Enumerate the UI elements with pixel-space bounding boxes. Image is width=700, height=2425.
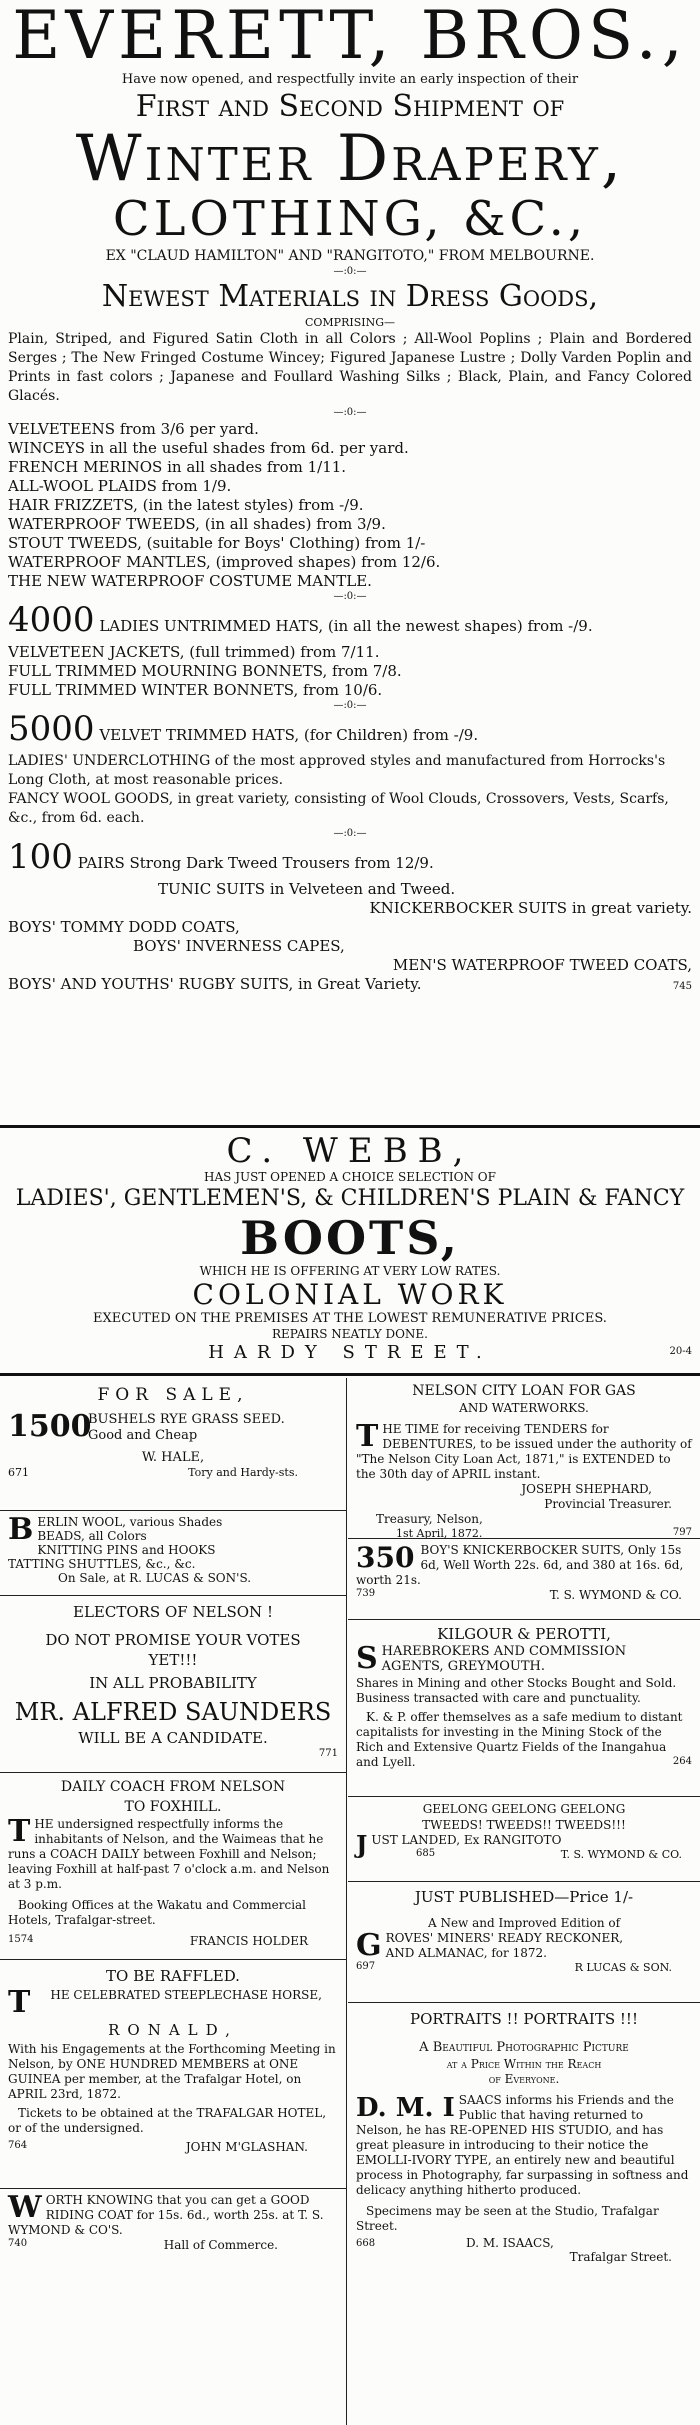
list-item: VELVETEEN JACKETS, (full trimmed) from 7/11.: [8, 643, 380, 661]
reference-number: 264: [672, 1756, 692, 1767]
reference-number: 797: [672, 1527, 692, 1538]
loan-name: JOSEPH SHEPHARD,: [521, 1482, 652, 1496]
worth-body: ORTH KNOWING that you can get a GOOD RIDING COAT for 15s. 6d., worth 25s. at T. S. WYMOND & CO'S.: [8, 2193, 324, 2237]
worth-hall: Hall of Commerce.: [163, 2238, 278, 2252]
knicker-line: KNICKERBOCKER SUITS in great variety.: [369, 899, 692, 917]
raffle-title: TO BE RAFFLED.: [106, 1967, 240, 1985]
groves-head: [356, 1928, 692, 1963]
groves-intro: A New and Improved Edition of: [427, 1916, 621, 1930]
raffle-body: With his Engagements at the Forthcoming Meeting in Nelson, by ONE HUNDRED MEMBERS at ONE GUINEA per member, at the Trafalgar Hotel, on APRIL 23rd, 1872.: [8, 2042, 336, 2101]
list-item: THE NEW WATERPROOF COSTUME MANTLE.: [8, 572, 372, 590]
everett-goods-text: Plain, Striped, and Figured Satin Cloth in all Colors ; All-Wool Poplins ; Plain and Bordered Serges ; The New Fringed Costume Wincey; Figured Japanese Lustre ; Dolly Varden Poplin and Prints in fast colors ; Japanese and Foullard Washing Silks ; Black, Plain, and Fancy Colored Glacés.: [8, 331, 692, 404]
hats-text: LADIES UNTRIMMED HATS, (in all the newest shapes) from -/9.: [99, 617, 593, 635]
list-item: WATERPROOF MANTLES, (improved shapes) from 12/6.: [8, 553, 441, 571]
webb-colonial: COLONIAL WORK: [192, 1278, 508, 1311]
knicker-name: T. S. WYMOND & CO.: [549, 1588, 682, 1602]
boys-line-2: BOYS' INVERNESS CAPES,: [133, 937, 345, 955]
boys-line-4-text: BOYS' AND YOUTHS' RUGBY SUITS, in Great Variety.: [8, 975, 422, 993]
drop-cap: B: [8, 1512, 34, 1547]
groves-ad: [348, 1882, 700, 2003]
divider: [0, 1373, 700, 1376]
electors-ad: [0, 1596, 346, 1773]
list-item: FRENCH MERINOS in all shades from 1/11.: [8, 458, 347, 476]
berlin-line4: TATTING SHUTTLES, &c., &c.: [8, 1557, 196, 1571]
portraits-line2: at a Price Within the Reach: [446, 2057, 602, 2071]
boys-line-3: MEN'S WATERPROOF TWEED COATS,: [392, 956, 692, 974]
coach-booking: Booking Offices at the Wakatu and Commercial Hotels, Trafalgar-street.: [8, 1898, 307, 1927]
for-sale-line2: Good and Cheap: [88, 1428, 198, 1443]
berlin-wool-ad: [0, 1511, 346, 1596]
coach-body-wrap: [8, 1814, 338, 1892]
reference-number: 20-4: [669, 1346, 692, 1357]
loan-body-wrap: [356, 1419, 692, 1482]
list-item: HAIR FRIZZETS, (in the latest styles) from -/9.: [8, 496, 364, 514]
knicker-foot: [356, 1588, 692, 1604]
webb-street-row: [8, 1342, 692, 1364]
reference-number: 671: [8, 1466, 29, 1479]
loan-date: 1st April, 1872.: [396, 1527, 483, 1539]
loan-role: Provincial Treasurer.: [544, 1497, 672, 1511]
reference-number: 764: [8, 2140, 28, 2151]
boys-line-4: [8, 975, 692, 994]
knicker-number: 350: [356, 1541, 415, 1574]
raffle-head: [8, 1985, 338, 2020]
electors-promise: DO NOT PROMISE YOUR VOTES YET!!!: [45, 1631, 301, 1669]
velvet-text: VELVET TRIMMED HATS, (for Children) from -/9.: [99, 726, 479, 744]
tunic-line: TUNIC SUITS in Velveteen and Tweed.: [158, 880, 456, 898]
hats-number: 4000: [8, 600, 95, 640]
knicker-line1: BOY'S KNICKERBOCKER SUITS,: [420, 1543, 625, 1557]
for-sale-name: W. HALE,: [141, 1450, 205, 1465]
groves-name: R LUCAS & SON.: [574, 1961, 672, 1974]
pairs-text: PAIRS Strong Dark Tweed Trousers from 12/9.: [77, 854, 434, 872]
everett-list-1: [8, 420, 692, 591]
worth-knowing-ad: [0, 2189, 346, 2258]
groves-line2: AND ALMANAC, for 1872.: [385, 1946, 547, 1960]
raffle-ad: [0, 1960, 346, 2189]
everett-newest: Newest Materials in Dress Goods,: [101, 279, 599, 314]
loan-place: Treasury, Nelson,: [376, 1512, 483, 1526]
for-sale-number: 1500: [8, 1409, 92, 1444]
geelong-name: T. S. WYMOND & CO.: [560, 1848, 682, 1861]
raffle-foot: [8, 2140, 338, 2158]
raffle-line1: HE CELEBRATED STEEPLECHASE HORSE,: [50, 1988, 322, 2002]
electors-title: ELECTORS OF NELSON !: [73, 1603, 273, 1621]
list-item: WATERPROOF TWEEDS, (in all shades) from 3/9.: [8, 515, 386, 533]
loan-title2: AND WATERWORKS.: [459, 1401, 589, 1415]
reference-number: 771: [318, 1748, 338, 1759]
everett-clothing: CLOTHING, &C.,: [112, 191, 588, 247]
everett-list-2: [8, 643, 692, 700]
webb-ad: [8, 1132, 692, 1368]
loan-body: HE TIME for receiving TENDERS for DEBENTURES, to be issued under the authority of "The Nelson City Loan Act, 1871," is EXTENDED to the 30th day of APRIL instant.: [356, 1422, 692, 1481]
berlin-line5: On Sale, at R. LUCAS & SON'S.: [58, 1571, 252, 1585]
coach-foot: [8, 1934, 338, 1952]
portraits-foot: [356, 2234, 692, 2264]
groves-title: JUST PUBLISHED—Price 1/-: [414, 1888, 634, 1906]
loan-title: NELSON CITY LOAN FOR GAS: [412, 1383, 636, 1399]
everett-ex: EX "CLAUD HAMILTON" AND "RANGITOTO," FROM MELBOURNE.: [105, 248, 595, 264]
coach-title: DAILY COACH FROM NELSON: [60, 1779, 286, 1795]
raffle-name: JOHN M'GLASHAN.: [185, 2140, 308, 2154]
for-sale-line1: BUSHELS RYE GRASS SEED.: [88, 1412, 285, 1427]
worth-body-wrap: [8, 2190, 338, 2238]
for-sale-ad: [0, 1378, 346, 1511]
webb-repairs: REPAIRS NEATLY DONE.: [272, 1327, 428, 1341]
pairs-line: [8, 837, 692, 880]
for-sale-foot: [8, 1466, 338, 1482]
groves-line1: ROVES' MINERS' READY RECKONER,: [385, 1931, 624, 1945]
knicker-line2: Only 15s 6d, Well Worth 22s. 6d, and 380 at 16s. 6d, worth 21s.: [356, 1543, 684, 1587]
raffle-horse: RONALD,: [108, 2021, 238, 2039]
separator: —:0:—: [333, 828, 367, 839]
geelong-foot: [356, 1848, 692, 1862]
reference-number: 685: [416, 1848, 436, 1859]
coach-ad: [0, 1773, 346, 1960]
portraits-name: D. M. ISAACS,: [466, 2236, 554, 2250]
raffle-tickets: Tickets to be obtained at the TRAFALGAR HOTEL, or of the undersigned.: [8, 2106, 327, 2135]
everett-shipment: First and Second Shipment of: [135, 89, 565, 124]
drop-cap: T: [356, 1419, 379, 1454]
for-sale-title: FOR SALE,: [97, 1385, 249, 1405]
everett-ad: [8, 0, 692, 1120]
divider: [0, 1125, 700, 1128]
geelong-title2: TWEEDS! TWEEDS!! TWEEDS!!!: [422, 1818, 626, 1832]
drop-cap: S: [356, 1641, 378, 1676]
kilgour-body: Shares in Mining and other Stocks Bought and Sold. Business transacted with care and punctuality.: [356, 1676, 677, 1705]
drop-cap: W: [8, 2190, 42, 2225]
fancy-wool-text: FANCY WOOL GOODS, in great variety, consisting of Wool Clouds, Crossovers, Vests, Scarfs, &c., from 6d. each.: [8, 791, 669, 826]
everett-comprising: COMPRISING—: [304, 316, 396, 329]
webb-opened: HAS JUST OPENED A CHOICE SELECTION OF: [204, 1170, 496, 1184]
list-item: FULL TRIMMED MOURNING BONNETS, from 7/8.: [8, 662, 402, 680]
portraits-line1: A Beautiful Photographic Picture: [419, 2040, 629, 2055]
kilgour-title: KILGOUR & PEROTTI,: [437, 1625, 611, 1643]
reference-number: 740: [8, 2238, 28, 2249]
webb-executed: EXECUTED ON THE PREMISES AT THE LOWEST REMUNERATIVE PRICES.: [93, 1311, 607, 1326]
reference-number: 697: [356, 1961, 376, 1972]
list-item: VELVETEENS from 3/6 per yard.: [8, 420, 259, 438]
hats-line: [8, 600, 692, 643]
electors-name: MR. ALFRED SAUNDERS: [14, 1698, 332, 1726]
webb-boots: BOOTS,: [240, 1211, 460, 1265]
drop-cap: T: [8, 1985, 31, 2020]
list-item: STOUT TWEEDS, (suitable for Boys' Clothing) from 1/-: [8, 534, 426, 552]
berlin-line2: BEADS, all Colors: [37, 1529, 147, 1543]
kilgour-line1: HAREBROKERS AND COMMISSION AGENTS, GREYMOUTH.: [381, 1644, 627, 1674]
portraits-ad: [348, 2003, 700, 2268]
drop-cap: G: [356, 1928, 382, 1963]
separator: —:0:—: [333, 266, 367, 277]
kilgour-ad: [348, 1620, 700, 1797]
portraits-title: PORTRAITS !! PORTRAITS !!!: [410, 2010, 638, 2028]
everett-title: EVERETT, BROS.,: [12, 0, 688, 74]
drop-cap: T: [8, 1814, 31, 1849]
groves-foot: [356, 1961, 692, 1975]
berlin-line1: ERLIN WOOL, various Shades: [37, 1515, 223, 1529]
pairs-number: 100: [8, 837, 73, 877]
left-column: [0, 1378, 347, 2425]
kilgour-body2: K. & P. offer themselves as a safe medium to distant capitalists for investing in the Mining Stock of the Rich and Extensive Quartz Fields of the Inangahua and Lyell.: [356, 1710, 683, 1769]
everett-intro: Have now opened, and respectfully invite an early inspection of their: [121, 72, 579, 87]
drop-cap: D. M. I: [356, 2093, 455, 2123]
for-sale-row: [8, 1408, 338, 1450]
underclothing-text: LADIES' UNDERCLOTHING of the most approved styles and manufactured from Horrocks's Long Cloth, at most reasonable prices.: [8, 753, 666, 788]
geelong-line1: UST LANDED, Ex RANGITOTO: [371, 1833, 562, 1847]
reference-number: 668: [356, 2238, 376, 2249]
reference-number: 1574: [8, 1934, 34, 1945]
boys-line-1: BOYS' TOMMY DODD COATS,: [8, 918, 240, 936]
drop-cap: J: [356, 1830, 368, 1859]
for-sale-address: Tory and Hardy-sts.: [188, 1466, 298, 1479]
electors-candidate: WILL BE A CANDIDATE.: [78, 1729, 268, 1747]
separator: —:0:—: [333, 591, 367, 602]
berlin-line3: KNITTING PINS and HOOKS: [37, 1543, 216, 1557]
portraits-street: Trafalgar Street.: [569, 2250, 672, 2264]
right-column: [348, 1378, 700, 2425]
coach-title2: TO FOXHILL.: [124, 1799, 222, 1815]
coach-body: HE undersigned respectfully informs the inhabitants of Nelson, and the Waimeas that he runs a COACH DAILY between Foxhill and Nelson; leaving Foxhill at half-past 7 o'clock a.m. and Nelson at 3 p.m.: [8, 1817, 330, 1891]
webb-street: HARDY STREET.: [208, 1342, 492, 1363]
webb-ladies: LADIES', GENTLEMEN'S, & CHILDREN'S PLAIN & FANCY: [15, 1186, 685, 1211]
everett-winter: Winter Drapery,: [75, 122, 625, 196]
separator: —:0:—: [333, 407, 367, 418]
geelong-ad: [348, 1797, 700, 1882]
worth-foot: [8, 2238, 338, 2254]
reference-number: 739: [356, 1588, 376, 1599]
reference-number: 745: [672, 981, 692, 992]
knickerbocker-ad: [348, 1539, 700, 1620]
separator: —:0:—: [333, 700, 367, 711]
velvet-line: [8, 709, 692, 752]
portraits-line3: of Everyone.: [488, 2072, 560, 2086]
webb-offering: WHICH HE IS OFFERING AT VERY LOW RATES.: [199, 1264, 501, 1278]
coach-name: FRANCIS HOLDER: [189, 1934, 308, 1948]
loan-foot: [356, 1527, 692, 1539]
velvet-number: 5000: [8, 709, 95, 749]
electors-probability: IN ALL PROBABILITY: [89, 1674, 257, 1692]
geelong-title: GEELONG GEELONG GEELONG: [422, 1802, 626, 1816]
portraits-body: SAACS informs his Friends and the Public that having returned to Nelson, he has RE-OPENED HIS STUDIO, and has great pleasure in introducing to their notice the EMOLLI-IVORY TYPE, an entirely new and beautiful process in Photography, far surpassing in softness and delicacy anything hitherto produced.: [356, 2093, 689, 2197]
kilgour-head: [356, 1641, 692, 1676]
webb-name: C. WEBB,: [226, 1132, 474, 1171]
list-item: ALL-WOOL PLAIDS from 1/9.: [8, 477, 232, 495]
portraits-body-wrap: [356, 2093, 692, 2198]
list-item: WINCEYS in all the useful shades from 6d. per yard.: [8, 439, 409, 457]
knicker-body-wrap: [356, 1543, 692, 1588]
loan-ad: [348, 1378, 700, 1539]
portraits-specimens: Specimens may be seen at the Studio, Trafalgar Street.: [356, 2204, 659, 2233]
list-item: FULL TRIMMED WINTER BONNETS, from 10/6.: [8, 681, 383, 699]
